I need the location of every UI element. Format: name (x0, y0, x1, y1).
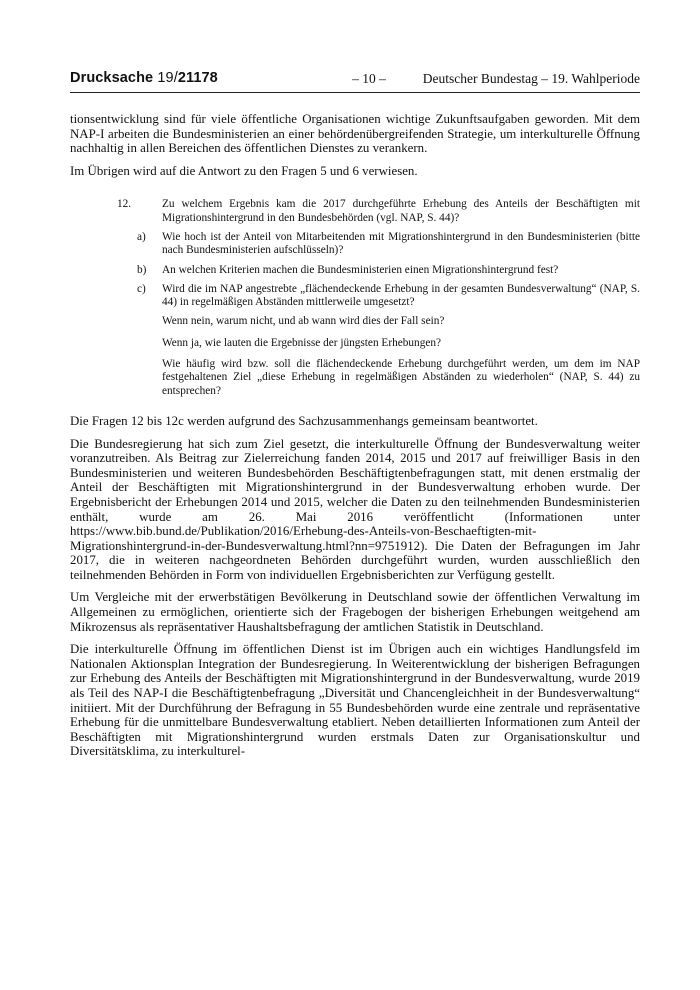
question-text: Zu welchem Ergebnis kam die 2017 durchgeführte Erhebung des Anteils der Beschäftigten mit Migrationshintergrund in den Bundesbehörden (vgl. NAP, S. 44)? (162, 198, 640, 224)
question-12 (117, 198, 640, 225)
page-header (70, 70, 640, 92)
sub-question-followup: Wie häufig wird bzw. soll die flächendeckende Erhebung durchgeführt werden, um dem im NAP festgehaltenen Ziel „diese Erhebung in regelmäßigen Abständen zu wiederholen“ (NAP, S. 44) zu entsprechen? (162, 358, 640, 397)
paragraph: tionsentwicklung sind für viele öffentliche Organisationen wichtige Zukunftsaufgaben geworden. Mit dem NAP-I arbeiten die Bundesministerien an einer behördenübergreifenden Strategie, um interkulturelle Öffnung nachhaltig in allen Bereichen des öffentlichen Dienstes zu verankern. (70, 112, 640, 156)
sub-question-c (137, 283, 640, 310)
sub-question-mark: c) (137, 282, 146, 295)
paragraph: Um Vergleiche mit der erwerbstätigen Bevölkerung in Deutschland sowie der öffentlichen Verwaltung im Allgemeinen zu ermöglichen, orientierte sich der Fragebogen der bisherigen Erhebungen weitgehend am Mikrozensus als repräsentativer Haushaltsbefragung der amtlichen Statistik in Deutschland. (70, 590, 640, 634)
page-body (70, 112, 640, 767)
paragraph: Im Übrigen wird auf die Antwort zu den Fragen 5 und 6 verwiesen. (70, 163, 418, 178)
paragraph: Die Bundesregierung hat sich zum Ziel gesetzt, die interkulturelle Öffnung der Bundesverwaltung weiter voranzutreiben. Als Beitrag zur Zielerreichung fanden 2014, 2015 und 2017 auf freiwilliger Basis in den Bundesministerien und weiteren Bundesbehörden Beschäftigtenbefragungen statt, mit denen erstmalig der Anteil der Beschäftigten mit Migrationshintergrund in der Bundesverwaltung erhoben wurde. Der Ergebnisbericht der Erhebungen 2014 und 2015, welcher die Daten zu den teilnehmenden Bundesministerien enthält, wurde am 26. Mai 2016 veröffentlicht (Informationen unter https://www.bib.bund.de/Publikation/2016/Erhebung-des-Anteils-von-Beschaeftigten-mit-Migrationshintergrund-in-der-Bundesverwaltung.html?nn=9751912). Die Daten der Befragungen im Jahr 2017, die in weiteren nachgeordneten Behörden durchgeführt wurden, wurden ausschließlich den teilnehmenden Behörden in Form von individuellen Ergebnisberichten zur Verfügung gestellt. (70, 436, 640, 582)
question-number: 12. (117, 198, 132, 211)
doc-label-text: Drucksache (70, 70, 154, 86)
sub-question-followup: Wenn ja, wie lauten die Ergebnisse der jüngsten Erhebungen? (162, 336, 442, 349)
sub-question-text: Wie hoch ist der Anteil von Mitarbeitenden mit Migrationshintergrund in den Bundesministerien (bitte nach Bundesministerien aufschlüsseln)? (162, 230, 640, 257)
question-block (117, 198, 640, 398)
sub-question-mark: b) (137, 263, 147, 276)
doc-number-value: 21178 (177, 70, 218, 86)
sub-question-text: An welchen Kriterien machen die Bundesministerien einen Migrationshintergrund fest? (162, 263, 559, 276)
paragraph: Die interkulturelle Öffnung im öffentlichen Dienst ist im Übrigen auch ein wichtiges Handlungsfeld im Nationalen Aktionsplan Integration der Bundesregierung. In Weiterentwicklung der bisherigen Befragungen zur Erhebung des Anteils der Beschäftigten mit Migrationshintergrund in der Bundesverwaltung, wurde 2019 als Teil des NAP-I die Beschäftigtenbefragung „Diversität und Chancengleichheit in der Bundesverwaltung“ initiiert. Mit der Durchführung der Befragung in 55 Bundesbehörden wurde eine zentrale und repräsentative Erhebung für die unmittelbare Bundesverwaltung etabliert. Neben detaillierten Informationen zum Anteil der Beschäftigten mit Migrationshintergrund wurden erstmals Daten zur Organisationskultur und Diversitätsklima, zu interkulturel- (70, 642, 640, 759)
sub-question-b (137, 264, 640, 277)
sub-question-text: Wird die im NAP angestrebte „flächendeckende Erhebung in der gesamten Bundesverwaltung“ (NAP, S. 44) in regelmäßigen Abständen mittlerweile umgesetzt? (162, 282, 640, 309)
paragraph: Die Fragen 12 bis 12c werden aufgrund des Sachzusammenhangs gemeinsam beantwortet. (70, 413, 538, 428)
parliament-label: Deutscher Bundestag – 19. Wahlperiode (422, 71, 640, 86)
sub-question-a (137, 231, 640, 258)
sub-question-followup: Wenn nein, warum nicht, und ab wann wird dies der Fall sein? (162, 315, 445, 328)
sub-question-mark: a) (137, 230, 146, 243)
page-number: – 10 – (352, 71, 386, 86)
doc-number-prefix: 19/ (157, 70, 178, 86)
header-divider (70, 92, 640, 93)
